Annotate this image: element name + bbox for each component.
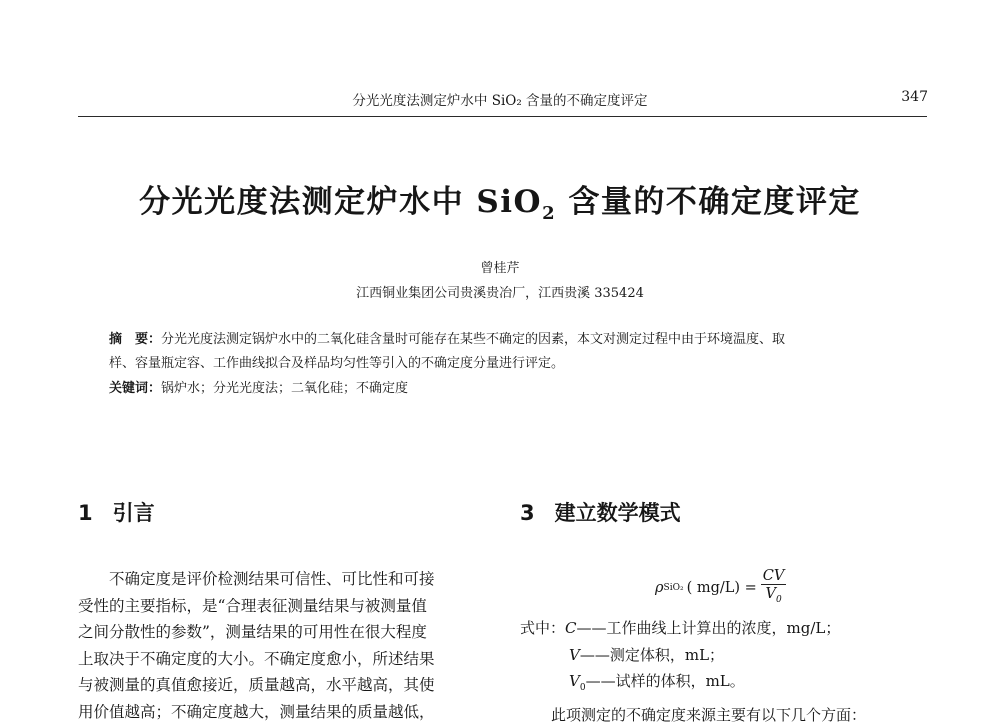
page-number: 347 — [901, 89, 928, 105]
abstract-line-1: 分光光度法测定锅炉水中的二氧化硅含量时可能存在某些不确定的因素，本文对测定过程中由于环境温度、取 — [161, 332, 786, 347]
title-subscript: 2 — [542, 203, 557, 225]
abstract-line-2: 样、容量瓶定容、工作曲线拟合及样品均匀性等引入的不确定度分量进行评定。 — [109, 356, 565, 371]
affiliation: 江西铜业集团公司贵溪贵冶厂，江西贵溪 335424 — [356, 286, 644, 301]
header-rule — [78, 116, 927, 117]
intro-line: 用价值越高；不确定度越大，测量结果的质量越低， — [78, 702, 435, 721]
intro-line: 与被测量的真值愈接近，质量越高，水平越高，其使 — [78, 676, 435, 694]
formula-fraction — [761, 568, 787, 609]
running-title: 分光光度法测定炉水中 SiO₂ 含量的不确定度评定 — [352, 93, 648, 109]
keywords-text: 锅炉水；分光光度法；二氧化硅；不确定度 — [161, 381, 409, 396]
intro-line: 不确定度是评价检测结果可信性、可比性和可接 — [109, 570, 435, 588]
variable-definitions — [520, 615, 866, 728]
uncertainty-sources-intro: 此项测定的不确定度来源主要有以下几个方面： — [551, 705, 867, 724]
def-c: 式中：C——工作曲线上计算出的浓度，mg/L； — [520, 619, 841, 637]
keywords-label: 关键词： — [109, 381, 162, 396]
section-3-number: 3 — [520, 501, 535, 525]
formula-rho: ρ — [655, 580, 664, 597]
formula-denominator: $V_0$ — [765, 586, 782, 605]
title-rest: 含量的不确定度评定 — [556, 184, 861, 220]
formula-numerator: CV — [762, 568, 785, 584]
intro-paragraph — [78, 566, 492, 725]
formula — [655, 568, 786, 609]
intro-line: 上取决于不确定度的大小。不确定度愈小，所述结果 — [78, 649, 435, 668]
author: 曾桂芹 — [480, 261, 520, 276]
title-main: 分光光度法测定炉水中 SiO — [139, 184, 543, 220]
def-v: V——测定体积，mL； — [569, 645, 725, 664]
paper-title — [0, 176, 1000, 224]
formula-rho-subscript: SiO₂ — [663, 583, 684, 594]
intro-line: 之间分散性的参数”，测量结果的可用性在很大程度 — [78, 623, 427, 641]
section-1-heading — [78, 497, 155, 527]
section-1-number: 1 — [78, 501, 93, 525]
intro-line: 受性的主要指标，是“合理表征测量结果与被测量值 — [78, 596, 427, 615]
abstract — [109, 328, 899, 376]
formula-unit: ( mg/L) = — [686, 580, 757, 597]
section-3-title: 建立数学模式 — [554, 501, 681, 525]
abstract-label: 摘 要： — [109, 332, 162, 347]
keywords — [109, 377, 899, 401]
def-v0: $V_0——$试样的体积，mL。 — [569, 672, 745, 693]
section-1-title: 引言 — [112, 501, 155, 525]
section-3-heading — [520, 497, 681, 527]
